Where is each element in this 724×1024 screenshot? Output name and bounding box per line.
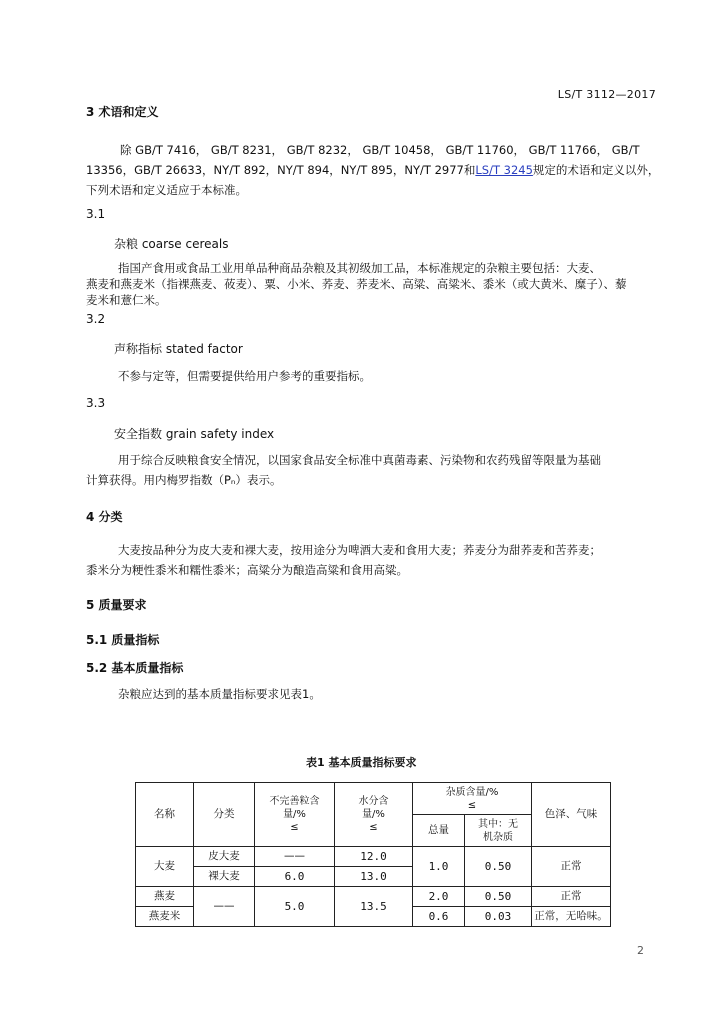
term-3-1-def-line2: 燕麦和燕麦米（指裸燕麦、莜麦）、粟、小米、荞麦、荞麦米、高粱、高粱米、黍米（或大黄米、糜子）、藜 xyxy=(86,277,627,291)
header-inorganic-label: 其中：无机杂质 xyxy=(478,818,518,843)
term-3-1-number: 3.1 xyxy=(86,207,106,221)
cell-oat-moisture: 13.5 xyxy=(335,887,413,927)
term-3-1-def-line3: 麦米和薏仁米。 xyxy=(86,293,167,307)
section-3-intro-line1: 除 GB/T 7416， GB/T 8231， GB/T 8232， GB/T 10458， GB/T 11760， GB/T 11766， GB/T xyxy=(120,143,640,157)
cell-naked-barley: 裸大麦 xyxy=(194,867,255,887)
header-inorganic xyxy=(465,815,532,847)
section-3-intro-line2 xyxy=(86,160,659,180)
section-5-2-text: 杂粮应达到的基本质量指标要求见表1。 xyxy=(118,687,321,701)
header-total: 总量 xyxy=(413,815,465,847)
basic-quality-table xyxy=(135,782,611,927)
term-3-2-title: 声称指标 stated factor xyxy=(114,342,243,356)
section-5-1-heading: 5.1 质量指标 xyxy=(86,633,160,647)
header-color: 色泽、气味 xyxy=(532,783,611,847)
table-caption: 表1 基本质量指标要求 xyxy=(306,756,417,769)
cell-oat-total: 2.0 xyxy=(413,887,465,907)
header-impurity-label: 杂质含量/% xyxy=(445,786,499,798)
cell-oatrice-total: 0.6 xyxy=(413,907,465,927)
header-impurity-le: ≤ xyxy=(467,799,477,811)
cell-barley-inorganic: 0.50 xyxy=(465,847,532,887)
cell-oat-imperfect: 5.0 xyxy=(255,887,335,927)
cell-oat: 燕麦 xyxy=(136,887,194,907)
page-number: 2 xyxy=(637,944,644,957)
cell-oat-inorganic: 0.50 xyxy=(465,887,532,907)
header-category: 分类 xyxy=(194,783,255,847)
cell-barley-total: 1.0 xyxy=(413,847,465,887)
term-3-1-def-line1: 指国产食用或食品工业用单品种商品杂粮及其初级加工品，本标准规定的杂粮主要包括：大麦、 xyxy=(118,261,601,275)
cell-oatrice-color: 正常，无哈味。 xyxy=(532,907,611,927)
cell-oat-category: —— xyxy=(194,887,255,927)
cell-hulled-moisture: 12.0 xyxy=(335,847,413,867)
header-imperfect xyxy=(255,783,335,847)
term-3-3-def-line1: 用于综合反映粮食安全情况，以国家食品安全标准中真菌毒素、污染物和农药残留等限量为基础 xyxy=(118,453,601,467)
section-5-2-heading: 5.2 基本质量指标 xyxy=(86,661,184,675)
cell-naked-moisture: 13.0 xyxy=(335,867,413,887)
header-moisture xyxy=(335,783,413,847)
cell-hulled-barley: 皮大麦 xyxy=(194,847,255,867)
cell-barley: 大麦 xyxy=(136,847,194,887)
header-impurity xyxy=(413,783,532,815)
cell-hulled-imperfect: —— xyxy=(255,847,335,867)
section-4-line2: 黍米分为粳性黍米和糯性黍米；高粱分为酿造高粱和食用高粱。 xyxy=(86,563,408,577)
term-3-2-def: 不参与定等，但需要提供给用户参考的重要指标。 xyxy=(118,369,371,383)
header-name: 名称 xyxy=(136,783,194,847)
section-4-line1: 大麦按品种分为皮大麦和裸大麦，按用途分为啤酒大麦和食用大麦；荞麦分为甜荞麦和苦荞麦； xyxy=(118,543,601,557)
header-moisture-le: ≤ xyxy=(369,822,378,833)
standard-code: LS/T 3112—2017 xyxy=(557,88,656,101)
cell-barley-color: 正常 xyxy=(532,847,611,887)
cell-naked-imperfect: 6.0 xyxy=(255,867,335,887)
header-imperfect-label: 不完善粒含量/% xyxy=(269,796,320,820)
section-3-heading: 3 术语和定义 xyxy=(86,105,159,119)
cell-oatrice-inorganic: 0.03 xyxy=(465,907,532,927)
term-3-3-number: 3.3 xyxy=(86,396,106,410)
cell-oat-color: 正常 xyxy=(532,887,611,907)
intro-line2-end: 规定的术语和定义以外， xyxy=(532,163,660,177)
term-3-1-title: 杂粮 coarse cereals xyxy=(114,237,229,251)
term-3-3-def-line2: 计算获得。用内梅罗指数（Pₙ）表示。 xyxy=(86,473,282,487)
intro-line2-start: 13356，GB/T 26633，NY/T 892，NY/T 894，NY/T 895，NY/T 2977和 xyxy=(86,163,476,177)
term-3-3-title: 安全指数 grain safety index xyxy=(114,427,275,441)
section-5-heading: 5 质量要求 xyxy=(86,598,147,612)
ls-t-3245-link[interactable]: LS/T 3245 xyxy=(475,163,533,177)
header-imperfect-le: ≤ xyxy=(290,822,299,833)
term-3-2-number: 3.2 xyxy=(86,312,106,326)
section-4-heading: 4 分类 xyxy=(86,510,123,524)
header-moisture-label: 水分含量/% xyxy=(358,796,389,820)
section-3-intro-line3: 下列术语和定义适应于本标准。 xyxy=(86,183,247,197)
cell-oatrice: 燕麦米 xyxy=(136,907,194,927)
